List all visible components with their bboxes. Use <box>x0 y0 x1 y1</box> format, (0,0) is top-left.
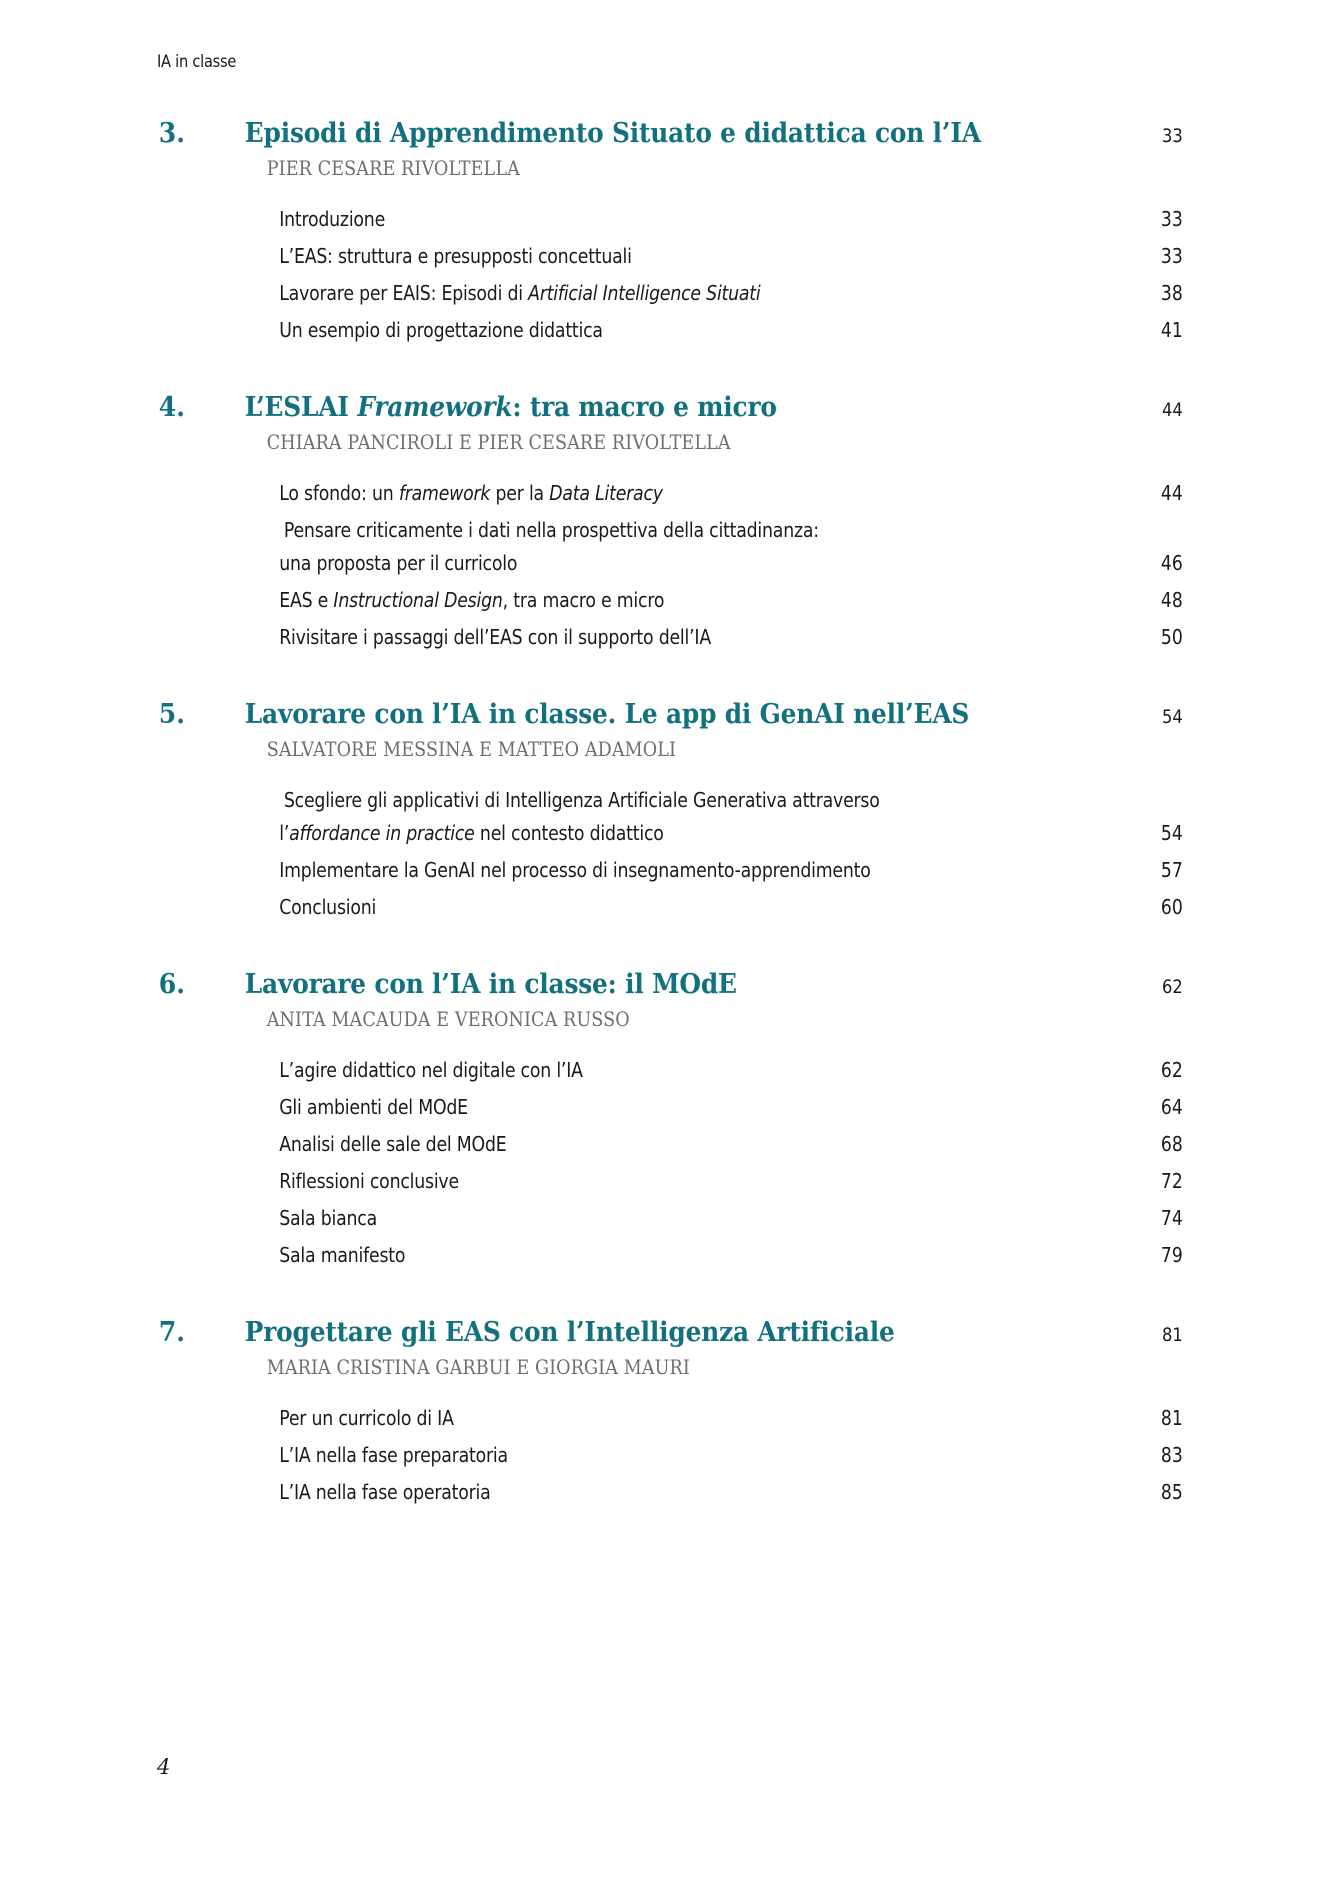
toc-entry-page-number: 79 <box>1160 1243 1183 1267</box>
chapter-page-number: 81 <box>1161 1324 1183 1346</box>
chapter-spacer <box>157 932 1187 969</box>
text-run: Conclusioni <box>279 895 377 919</box>
toc-entry-page-number: 33 <box>1160 244 1183 268</box>
chapter-heading[interactable] <box>157 699 1187 730</box>
toc-entry-page-number: 48 <box>1160 588 1183 612</box>
toc-chapter <box>157 699 1187 919</box>
chapter-authors: CHIARA PANCIROLI E PIER CESARE RIVOLTELLA <box>266 430 731 454</box>
text-run: Sala manifesto <box>279 1243 406 1267</box>
chapter-number: 6. <box>158 969 185 1000</box>
toc-entry[interactable] <box>208 895 1187 919</box>
toc-entry-label <box>279 1132 1056 1156</box>
chapter-heading[interactable] <box>157 392 1187 423</box>
text-run: Scegliere gli applicativi di Intelligenza Artificiale Generativa attraverso <box>283 788 880 812</box>
chapter-page-number: 33 <box>1161 125 1183 147</box>
chapter-page-number: 44 <box>1161 399 1183 421</box>
text-run: Sala bianca <box>279 1206 377 1230</box>
text-run: Lo sfondo: un <box>279 481 399 505</box>
toc-entry-page-number: 85 <box>1160 1480 1183 1504</box>
toc-entry-label <box>279 244 1056 268</box>
chapter-entry-list <box>208 788 1187 919</box>
toc-entry[interactable] <box>208 1480 1187 1504</box>
chapter-spacer <box>157 355 1187 392</box>
toc-entry[interactable] <box>208 858 1187 882</box>
toc-entry[interactable] <box>208 1443 1187 1467</box>
chapter-page-number: 54 <box>1161 706 1183 728</box>
text-run: Lavorare con l’IA in classe. Le app di GenAI nell’EAS <box>244 699 970 730</box>
text-run: Un esempio di progettazione didattica <box>279 318 603 342</box>
text-run: Episodi di Apprendimento Situato e didattica con l’IA <box>244 118 981 149</box>
text-run: Lavorare per EAIS: Episodi di <box>279 281 529 305</box>
chapter-entry-list <box>208 1058 1187 1267</box>
toc-entry-page-number: 81 <box>1160 1406 1183 1430</box>
toc-entry[interactable] <box>208 207 1187 231</box>
toc-entry-label-line1 <box>284 518 1111 542</box>
toc-entry-label <box>279 895 1056 919</box>
toc-entry-label <box>279 1480 1056 1504</box>
running-head: IA in classe <box>157 52 237 72</box>
emphasis-run: affordance in practice <box>289 821 475 845</box>
emphasis-run: Data Literacy <box>549 481 663 505</box>
chapter-title[interactable] <box>245 1317 1090 1348</box>
toc-entry[interactable] <box>208 788 1187 845</box>
emphasis-run: Framework <box>357 392 513 423</box>
chapter-authors: MARIA CRISTINA GARBUI E GIORGIA MAURI <box>266 1355 690 1379</box>
chapter-spacer <box>157 662 1187 699</box>
chapter-number: 5. <box>158 699 185 730</box>
text-run: Introduzione <box>279 207 386 231</box>
toc-entry[interactable] <box>208 481 1187 505</box>
text-run: L’IA nella fase preparatoria <box>279 1443 508 1467</box>
chapter-title[interactable] <box>245 392 1090 423</box>
toc-entry-label <box>279 207 1056 231</box>
toc-chapter <box>157 392 1187 649</box>
text-run: Per un curricolo di IA <box>279 1406 454 1430</box>
emphasis-run: Instructional Design <box>333 588 503 612</box>
toc-entry-page-number: 62 <box>1160 1058 1183 1082</box>
chapter-title[interactable] <box>245 118 1090 149</box>
chapter-title[interactable] <box>245 699 1090 730</box>
toc-entry-label <box>279 281 1056 305</box>
toc-entry-label <box>279 1406 1056 1430</box>
chapter-authors: PIER CESARE RIVOLTELLA <box>266 156 520 180</box>
text-run: Pensare criticamente i dati nella prospettiva della cittadinanza: <box>283 518 819 542</box>
toc-entry[interactable] <box>208 1132 1187 1156</box>
text-run: Lavorare con l’IA in classe: il MOdE <box>244 969 737 1000</box>
toc-entry[interactable] <box>208 518 1187 575</box>
chapter-authors: SALVATORE MESSINA E MATTEO ADAMOLI <box>266 737 677 761</box>
toc-entry-page-number: 46 <box>1160 551 1183 575</box>
chapter-entry-list <box>208 207 1187 342</box>
chapter-title[interactable] <box>245 969 1090 1000</box>
chapter-authors: ANITA MACAUDA E VERONICA RUSSO <box>266 1007 630 1031</box>
text-run: l’ <box>279 821 290 845</box>
text-run: Gli ambienti del MOdE <box>279 1095 468 1119</box>
toc-chapter <box>157 969 1187 1267</box>
text-run: Implementare la GenAI nel processo di insegnamento-apprendimento <box>279 858 871 882</box>
chapter-spacer <box>157 1280 1187 1317</box>
toc-entry[interactable] <box>208 588 1187 612</box>
emphasis-run: framework <box>398 481 491 505</box>
toc-entry-label <box>279 318 1056 342</box>
toc-chapter <box>157 1317 1187 1504</box>
table-of-contents <box>157 118 1187 1517</box>
toc-entry-label <box>279 858 1056 882</box>
toc-entry[interactable] <box>208 1169 1187 1193</box>
toc-entry-label-line2 <box>279 821 1056 845</box>
toc-entry-page-number: 68 <box>1160 1132 1183 1156</box>
page-number-folio: 4 <box>157 1755 171 1779</box>
text-run: Rivisitare i passaggi dell’EAS con il supporto dell’IA <box>279 625 711 649</box>
chapter-number: 3. <box>158 118 185 149</box>
text-run: EAS e <box>279 588 334 612</box>
chapter-number: 7. <box>158 1317 185 1348</box>
toc-entry-line2-row <box>208 551 1187 575</box>
chapter-entry-list <box>208 481 1187 649</box>
text-run: Progettare gli EAS con l’Intelligenza Artificiale <box>244 1317 895 1348</box>
toc-entry[interactable] <box>208 1243 1187 1267</box>
text-run: L’IA nella fase operatoria <box>279 1480 491 1504</box>
text-run: , tra macro e micro <box>502 588 665 612</box>
toc-entry-page-number: 64 <box>1160 1095 1183 1119</box>
toc-entry-label <box>279 588 1056 612</box>
toc-entry-label-line2 <box>279 551 1056 575</box>
toc-entry-page-number: 33 <box>1160 207 1183 231</box>
toc-entry-page-number: 57 <box>1160 858 1183 882</box>
text-run: L’agire didattico nel digitale con l’IA <box>279 1058 583 1082</box>
toc-entry-label <box>279 1243 1056 1267</box>
text-run: L’EAS: struttura e presupposti concettuali <box>279 244 632 268</box>
toc-entry-label <box>279 481 1056 505</box>
chapter-heading[interactable] <box>157 118 1187 149</box>
toc-entry-page-number: 72 <box>1160 1169 1183 1193</box>
toc-entry[interactable] <box>208 281 1187 305</box>
toc-entry[interactable] <box>208 318 1187 342</box>
toc-entry-page-number: 41 <box>1160 318 1183 342</box>
text-run: una proposta per il curricolo <box>279 551 518 575</box>
toc-entry-label <box>279 625 1056 649</box>
text-run: : tra macro e micro <box>512 392 777 423</box>
text-run: Riflessioni conclusive <box>279 1169 459 1193</box>
text-run: nel contesto didattico <box>474 821 664 845</box>
toc-entry-label-line1 <box>284 788 1111 812</box>
toc-entry-page-number: 60 <box>1160 895 1183 919</box>
toc-entry-label <box>279 1443 1056 1467</box>
toc-entry-page-number: 44 <box>1160 481 1183 505</box>
chapter-heading[interactable] <box>157 969 1187 1000</box>
toc-entry-page-number: 83 <box>1160 1443 1183 1467</box>
emphasis-run: Artificial Intelligence Situati <box>528 281 761 305</box>
toc-entry[interactable] <box>208 1095 1187 1119</box>
toc-entry-label <box>279 1058 1056 1082</box>
chapter-entry-list <box>208 1406 1187 1504</box>
toc-entry[interactable] <box>208 625 1187 649</box>
toc-entry-page-number: 74 <box>1160 1206 1183 1230</box>
toc-entry-page-number: 38 <box>1160 281 1183 305</box>
text-run: L’ESLAI <box>244 392 358 423</box>
text-run: Analisi delle sale del MOdE <box>279 1132 507 1156</box>
toc-entry[interactable] <box>208 1206 1187 1230</box>
toc-entry[interactable] <box>208 1406 1187 1430</box>
toc-entry[interactable] <box>208 1058 1187 1082</box>
chapter-heading[interactable] <box>157 1317 1187 1348</box>
toc-entry[interactable] <box>208 244 1187 268</box>
toc-entry-label <box>279 1095 1056 1119</box>
text-run: per la <box>490 481 550 505</box>
toc-entry-label <box>279 1169 1056 1193</box>
toc-entry-page-number: 50 <box>1160 625 1183 649</box>
chapter-page-number: 62 <box>1161 976 1183 998</box>
chapter-number: 4. <box>158 392 185 423</box>
toc-chapter <box>157 118 1187 342</box>
toc-entry-page-number: 54 <box>1160 821 1183 845</box>
toc-entry-line2-row <box>208 821 1187 845</box>
toc-entry-label <box>279 1206 1056 1230</box>
